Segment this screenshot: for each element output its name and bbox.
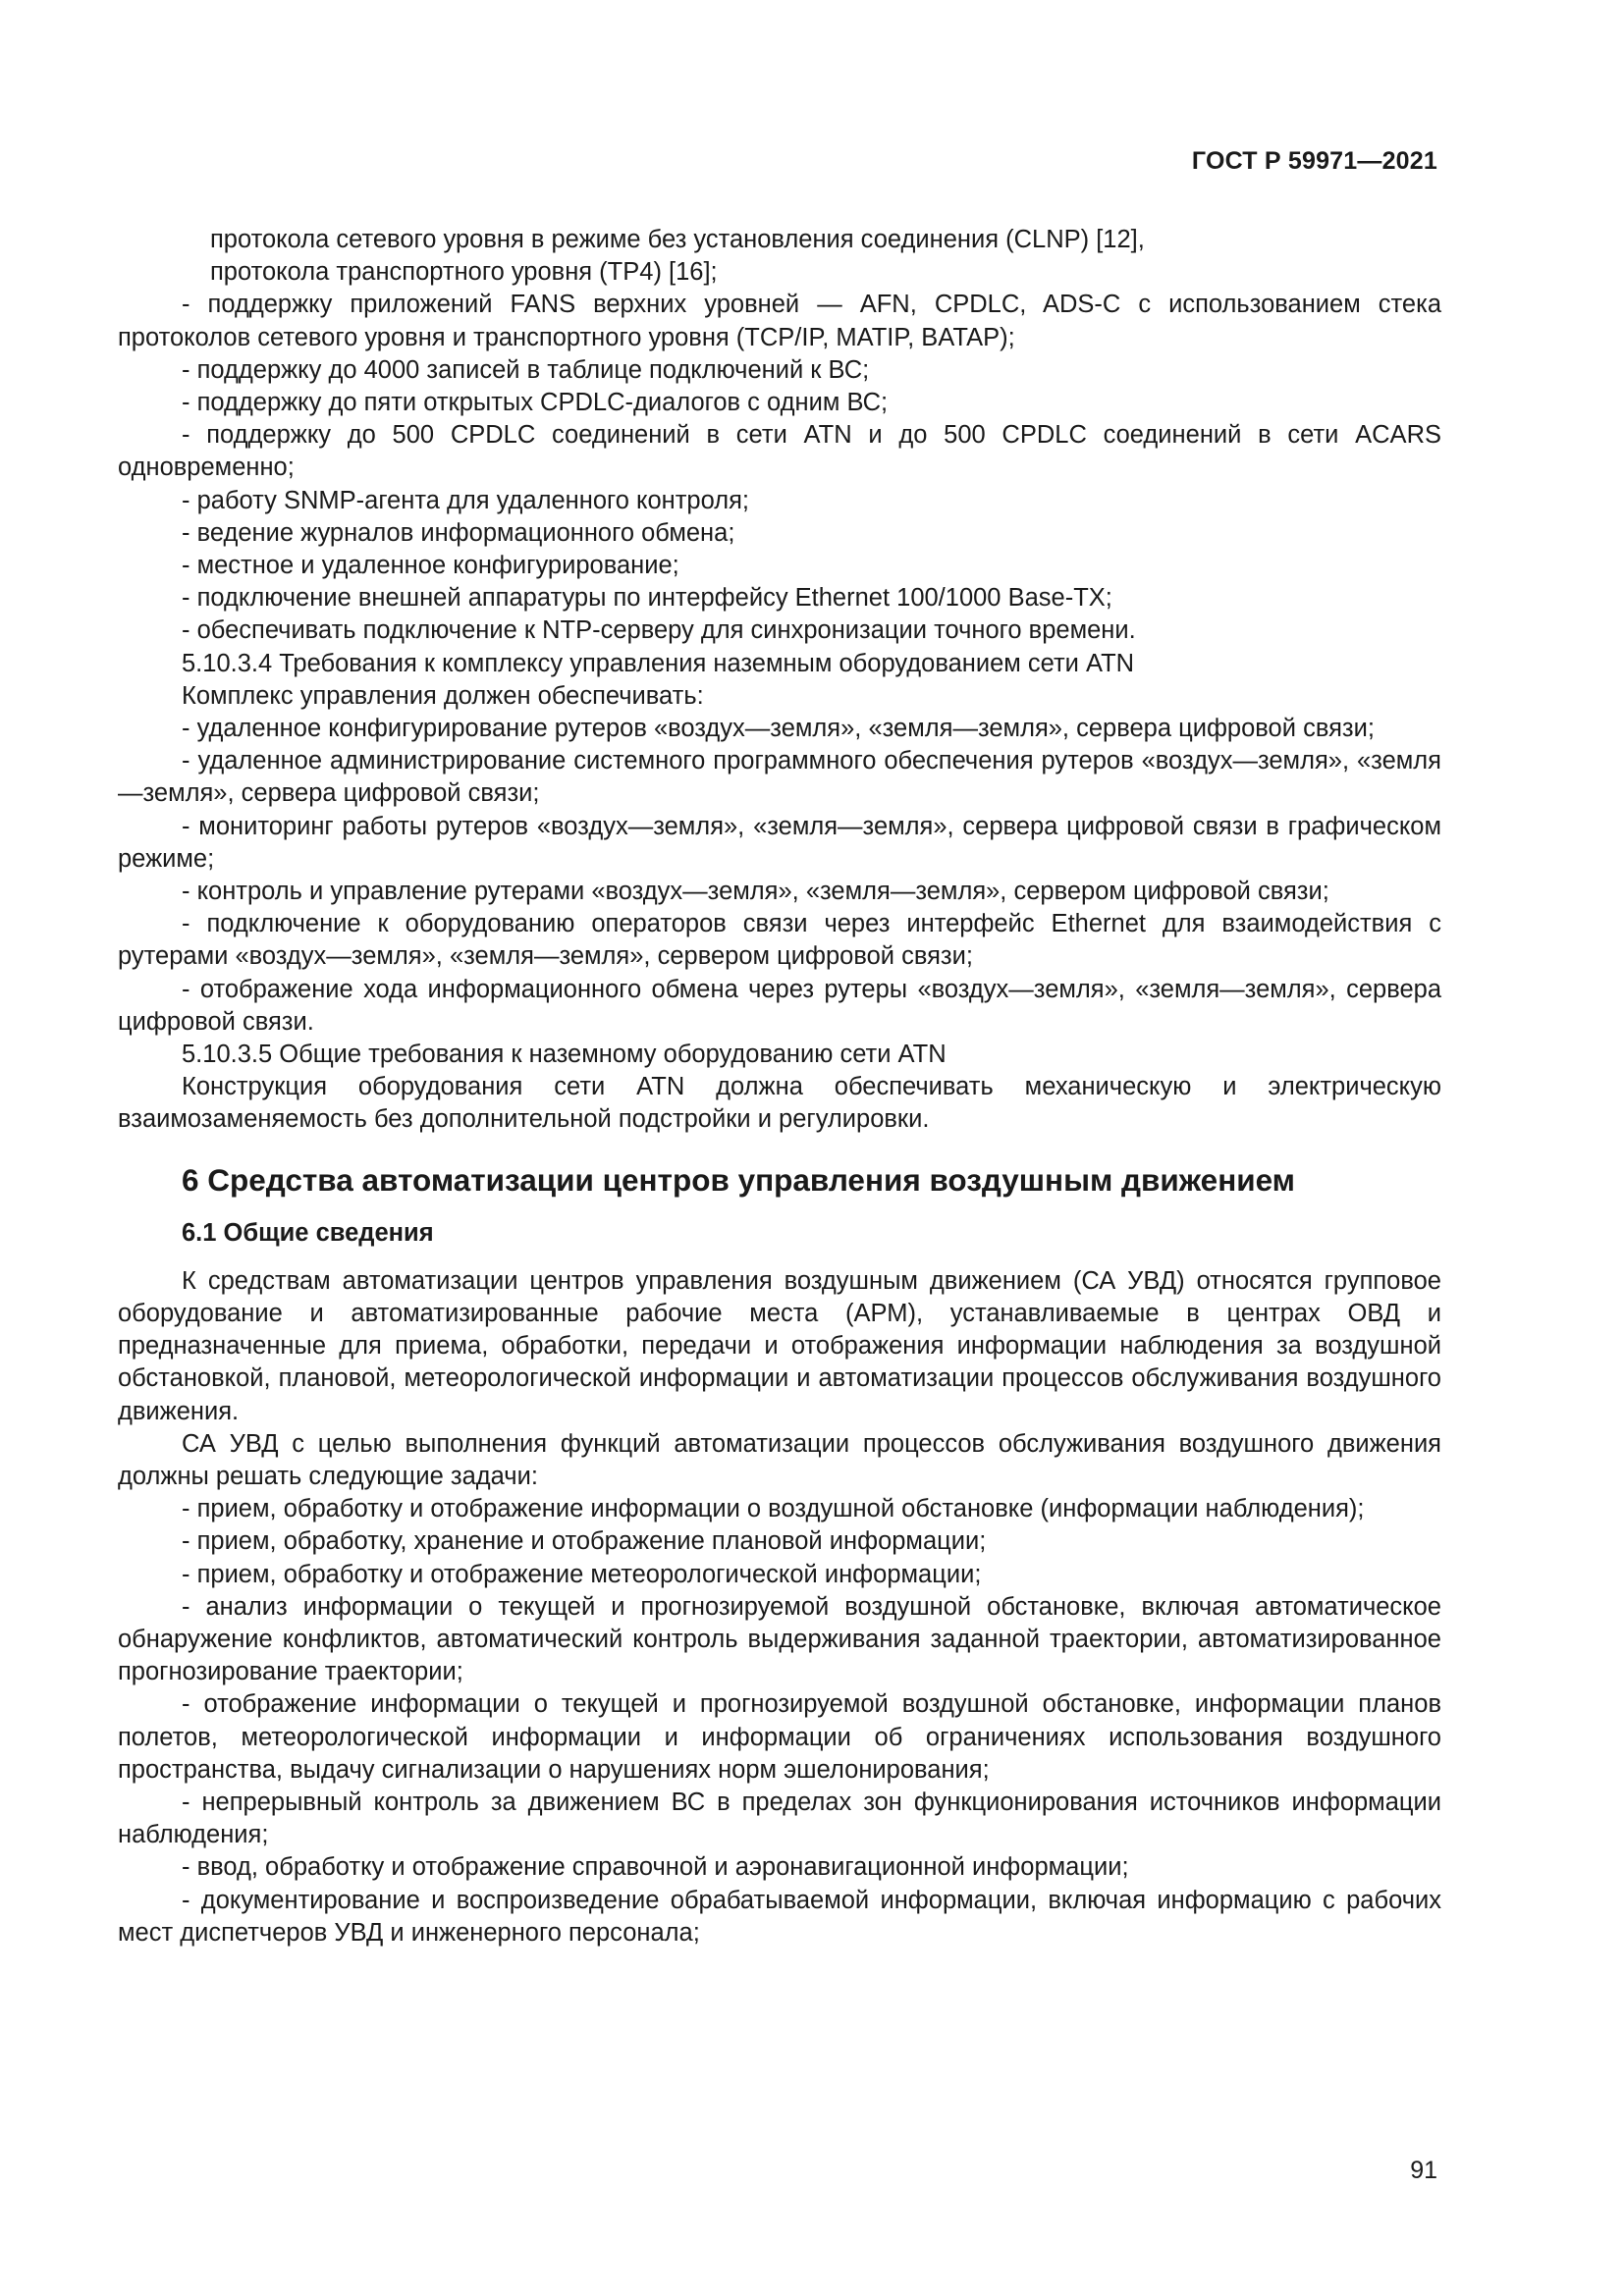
page-content xyxy=(118,224,1441,1949)
list-item: - мониторинг работы рутеров «воздух—земля», «земля—земля», сервера цифровой связи в графическом режиме; xyxy=(118,812,1441,873)
list-item: - местное и удаленное конфигурирование; xyxy=(182,552,679,580)
list-item: - ввод, обработку и отображение справочной и аэронавигационной информации; xyxy=(182,1853,1129,1882)
list-item: - отображение информации о текущей и прогнозируемой воздушной обстановке, информации планов полетов, метеорологической информации и информации об ограничениях использования воздушного пространства, выдачу сигнализации о нарушениях норм эшелонирования; xyxy=(118,1690,1441,1784)
list-item: - отображение хода информационного обмена через рутеры «воздух—земля», «земля—земля», сервера цифровой связи. xyxy=(118,975,1441,1036)
list-item: - обеспечивать подключение к NTP-серверу для синхронизации точного времени. xyxy=(182,616,1136,645)
paragraph: протокола сетевого уровня в режиме без установления соединения (CLNP) [12], xyxy=(210,226,1145,253)
list-item: - удаленное конфигурирование рутеров «воздух—земля», «земля—земля», сервера цифровой связи; xyxy=(182,715,1375,743)
subsection-title: 6.1 Общие сведения xyxy=(182,1218,434,1247)
list-item: - подключение внешней аппаратуры по интерфейсу Ethernet 100/1000 Base-TX; xyxy=(182,584,1112,613)
list-item: - контроль и управление рутерами «воздух—земля», «земля—земля», сервером цифровой связи; xyxy=(182,878,1329,906)
list-item: - ведение журналов информационного обмена; xyxy=(182,518,735,547)
list-item: - прием, обработку, хранение и отображение плановой информации; xyxy=(182,1527,987,1556)
list-item: - поддержку приложений FANS верхних уровней — AFN, CPDLC, ADS-C с использованием стека протоколов сетевого уровня и транспортного уровня (TCP/IP, MATIP, BATAP); xyxy=(118,291,1441,351)
document-code-header: ГОСТ Р 59971—2021 xyxy=(1191,147,1437,175)
list-item: - поддержку до пяти открытых CPDLC-диалогов с одним ВС; xyxy=(182,389,889,417)
list-item: - документирование и воспроизведение обрабатываемой информации, включая информацию с рабочих мест диспетчеров УВД и инженерного персонала; xyxy=(118,1886,1441,1947)
list-item: - прием, обработку и отображение информации о воздушной обстановке (информации наблюдения); xyxy=(182,1495,1365,1523)
list-item: - поддержку до 4000 записей в таблице подключений к ВС; xyxy=(182,355,870,384)
list-item: - удаленное администрирование системного программного обеспечения рутеров «воздух—земля», «земля—земля», сервера цифровой связи; xyxy=(118,747,1441,808)
paragraph: Комплекс управления должен обеспечивать: xyxy=(182,681,704,710)
paragraph: СА УВД с целью выполнения функций автоматизации процессов обслуживания воздушного движения должны решать следующие задачи: xyxy=(118,1429,1441,1490)
paragraph: Конструкция оборудования сети ATN должна обеспечивать механическую и электрическую взаимозаменяемость без дополнительной подстройки и регулировки. xyxy=(118,1073,1441,1134)
paragraph: протокола транспортного уровня (TP4) [16]; xyxy=(210,258,718,287)
page-number: 91 xyxy=(1410,2157,1437,2184)
list-item: - прием, обработку и отображение метеорологической информации; xyxy=(182,1560,982,1588)
section-title: 6 Средства автоматизации центров управления воздушным движением xyxy=(182,1161,1295,1198)
clause-heading: 5.10.3.5 Общие требования к наземному оборудованию сети ATN xyxy=(182,1041,947,1069)
paragraph: К средствам автоматизации центров управления воздушным движением (СА УВД) относятся групповое оборудование и автоматизированные рабочие места (АРМ), устанавливаемые в центрах ОВД и предназначенные для приема, обработки, передачи и отображения информации наблюдения за воздушной обстановкой, плановой, метеорологической информации и автоматизации процессов обслуживания воздушного движения. xyxy=(118,1266,1441,1425)
list-item: - работу SNMP-агента для удаленного контроля; xyxy=(182,486,749,514)
list-item: - поддержку до 500 CPDLC соединений в сети ATN и до 500 CPDLC соединений в сети ACARS одновременно; xyxy=(118,421,1441,482)
clause-heading: 5.10.3.4 Требования к комплексу управления наземным оборудованием сети ATN xyxy=(182,649,1135,677)
list-item: - подключение к оборудованию операторов связи через интерфейс Ethernet для взаимодействия с рутерами «воздух—земля», «земля—земля», сервером цифровой связи; xyxy=(118,910,1441,971)
list-item: - анализ информации о текущей и прогнозируемой воздушной обстановке, включая автоматическое обнаружение конфликтов, автоматический контроль выдерживания заданной траектории, автоматизированное прогнозирование траектории; xyxy=(118,1592,1441,1686)
list-item: - непрерывный контроль за движением ВС в пределах зон функционирования источников информации наблюдения; xyxy=(118,1788,1441,1849)
